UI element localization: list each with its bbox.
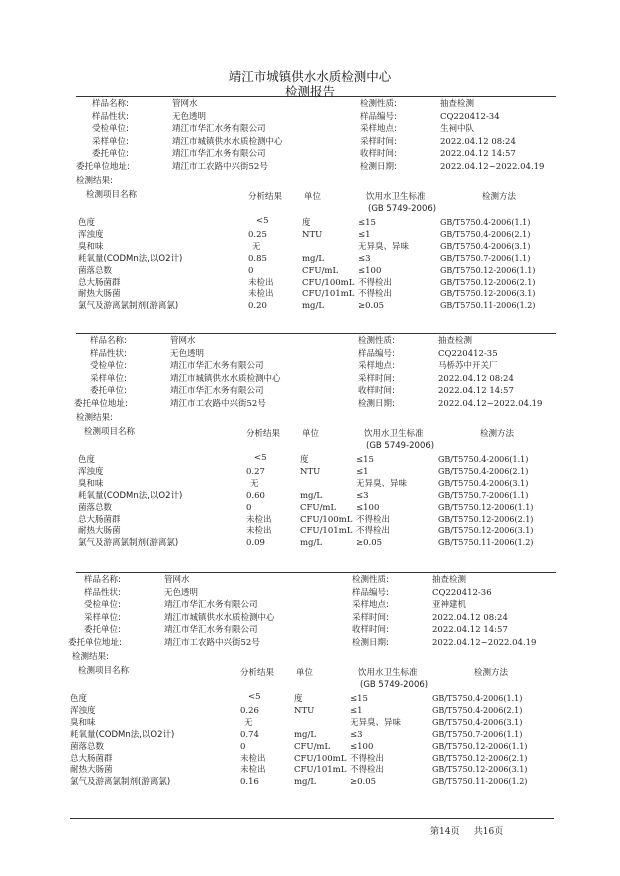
item-standard: ≤1 [358, 229, 371, 240]
label-client: 委托单位: [90, 386, 127, 397]
field-sample_name: 管网水 [172, 99, 198, 109]
item-result: 未检出 [240, 765, 266, 776]
page-number: 第14页 [430, 827, 460, 837]
item-standard: ≤3 [350, 729, 363, 740]
field-sample_name: 管网水 [164, 575, 190, 585]
item-method: GB/T5750.12-2006(1.1) [440, 265, 536, 275]
col-std: 饮用水卫生标准 [364, 429, 424, 439]
label-sampling_site: 采样地点: [358, 361, 395, 372]
item-result: 0.74 [240, 729, 259, 740]
item-method: GB/T5750.12-2006(3.1) [440, 289, 536, 299]
item-unit: mg/L [294, 729, 317, 740]
item-name: 菌落总数 [70, 741, 105, 752]
item-result: 0.25 [248, 229, 267, 240]
label-sample_name: 样品名称: [84, 575, 121, 585]
label-sample_no: 样品编号: [352, 587, 389, 598]
item-standard: 不得检出 [356, 526, 391, 537]
item-result: 未检出 [240, 753, 266, 764]
page-subtitle: 检测报告 [284, 84, 335, 99]
item-result: 0 [240, 741, 246, 752]
field-entrusted: 靖江市华汇水务有限公司 [170, 361, 264, 372]
col-unit: 单位 [304, 192, 322, 202]
item-standard: 不得检出 [358, 277, 393, 288]
label-test_prop: 检测性质: [352, 575, 389, 585]
item-method: GB/T5750.7-2006(1.1) [440, 253, 531, 263]
field-sampling_unit: 靖江市城镇供水水质检测中心 [170, 373, 281, 384]
item-unit: NTU [300, 466, 321, 477]
label-sample_prop: 样品性状: [90, 348, 127, 359]
item-name: 臭和味 [70, 717, 96, 728]
item-name: 耐热大肠菌 [78, 289, 121, 300]
field-sampling_time: 2022.04.12 08:24 [438, 373, 514, 384]
item-result: 未检出 [246, 514, 272, 525]
item-unit: mg/L [300, 538, 323, 549]
item-unit: mg/L [300, 490, 323, 501]
item-name: 浑浊度 [70, 705, 96, 716]
item-result: 无 [244, 717, 253, 728]
item-name: 菌落总数 [78, 265, 113, 276]
item-result: 0.26 [240, 705, 259, 716]
field-sample_name: 管网水 [170, 336, 196, 346]
label-client: 委托单位: [92, 149, 129, 160]
col-std: 饮用水卫生标准 [366, 192, 426, 202]
label-sampling_time: 采样时间: [360, 136, 397, 147]
field-test_date: 2022.04.12~2022.04.19 [440, 162, 545, 172]
item-unit: 度 [294, 694, 303, 704]
item-method: GB/T5750.4-2006(1.1) [440, 218, 531, 227]
col-unit: 单位 [296, 668, 314, 678]
page-total: 共16页 [473, 827, 504, 837]
item-name: 浑浊度 [78, 466, 104, 477]
col-method: 检测方法 [482, 192, 517, 202]
item-name: 总大肠菌群 [70, 753, 113, 764]
field-client_addr: 靖江市工农路中兴街52号 [164, 638, 260, 648]
item-result: <5 [248, 692, 261, 702]
label-test_date: 检测日期: [360, 162, 397, 172]
item-unit: NTU [302, 229, 323, 240]
item-name: 氯气及游离氯制剂(游离氯) [70, 777, 171, 788]
col-item: 检测项目名称 [86, 190, 138, 200]
item-result: 0 [248, 265, 254, 276]
item-name: 色度 [70, 694, 88, 704]
section-divider [76, 333, 556, 334]
col-item: 检测项目名称 [84, 427, 136, 437]
item-result: 0.16 [240, 777, 259, 788]
item-method: GB/T5750.4-2006(3.1) [432, 717, 523, 727]
item-result: 无 [250, 478, 259, 489]
label-sample_name: 样品名称: [92, 99, 129, 109]
item-unit: CFU/101mL [300, 526, 353, 537]
item-method: GB/T5750.4-2006(3.1) [438, 478, 529, 488]
field-client: 靖江市华汇水务有限公司 [170, 386, 264, 397]
item-name: 臭和味 [78, 478, 104, 489]
item-method: GB/T5750.12-2006(2.1) [440, 277, 536, 287]
item-name: 氯气及游离氯制剂(游离氯) [78, 538, 179, 549]
field-sampling_time: 2022.04.12 08:24 [440, 136, 516, 147]
col-method: 检测方法 [480, 429, 515, 439]
field-client: 靖江市华汇水务有限公司 [172, 149, 266, 160]
item-name: 耗氧量(CODMn法,以O2计) [78, 253, 183, 264]
label-sample_no: 样品编号: [360, 111, 397, 122]
item-name: 耐热大肠菌 [70, 765, 113, 776]
item-result: 0 [246, 502, 252, 513]
item-name: 耗氧量(CODMn法,以O2计) [78, 490, 183, 501]
field-receive_time: 2022.04.12 14:57 [438, 386, 514, 397]
item-name: 色度 [78, 455, 96, 465]
results-label: 检测结果: [76, 413, 113, 423]
item-method: GB/T5750.12-2006(1.1) [438, 502, 534, 512]
item-method: GB/T5750.11-2006(1.2) [432, 777, 528, 787]
item-unit: NTU [294, 705, 315, 716]
item-unit: CFU/100mL [300, 514, 353, 525]
field-sample_no: CQ220412-36 [432, 587, 492, 598]
item-method: GB/T5750.4-2006(2.1) [440, 229, 531, 239]
item-unit: CFU/101mL [294, 765, 347, 776]
item-method: GB/T5750.4-2006(1.1) [438, 455, 529, 464]
field-test_prop: 抽查检测 [432, 575, 467, 585]
item-result: 0.09 [246, 538, 265, 549]
label-entrusted: 受检单位: [92, 124, 129, 135]
col-std: 饮用水卫生标准 [358, 668, 418, 678]
field-client_addr: 靖江市工农路中兴街52号 [170, 399, 266, 409]
item-name: 氯气及游离氯制剂(游离氯) [78, 301, 179, 312]
item-name: 总大肠菌群 [78, 277, 121, 288]
label-sampling_unit: 采样单位: [90, 373, 127, 384]
label-client_addr: 委托单位地址: [74, 399, 128, 409]
field-test_prop: 抽查检测 [438, 336, 473, 346]
col-std2: (GB 5749-2006) [366, 441, 435, 451]
item-result: <5 [256, 216, 269, 226]
item-name: 菌落总数 [78, 502, 113, 513]
item-name: 浑浊度 [78, 229, 104, 240]
field-sampling_site: 生祠中队 [440, 124, 475, 135]
item-standard: 无异臭、异味 [350, 717, 402, 728]
item-result: 未检出 [248, 277, 274, 288]
item-result: 0.85 [248, 253, 267, 264]
col-result: 分析结果 [248, 192, 283, 202]
item-unit: 度 [300, 455, 309, 465]
item-standard: ≥0.05 [350, 777, 377, 788]
label-sampling_site: 采样地点: [352, 600, 389, 611]
label-test_date: 检测日期: [352, 638, 389, 648]
item-standard: ≤1 [356, 466, 369, 477]
item-method: GB/T5750.4-2006(2.1) [438, 466, 529, 476]
col-std2: (GB 5749-2006) [360, 680, 429, 690]
label-sampling_unit: 采样单位: [84, 612, 121, 623]
item-name: 耐热大肠菌 [78, 526, 121, 537]
bottom-divider [70, 818, 554, 819]
item-method: GB/T5750.4-2006(3.1) [440, 241, 531, 251]
item-standard: ≤15 [356, 455, 374, 465]
field-sampling_unit: 靖江市城镇供水水质检测中心 [172, 136, 283, 147]
item-standard: ≥0.05 [358, 301, 385, 312]
item-name: 耗氧量(CODMn法,以O2计) [70, 729, 175, 740]
field-sample_prop: 无色透明 [172, 111, 207, 122]
field-test_prop: 抽查检测 [440, 99, 475, 109]
item-method: GB/T5750.11-2006(1.2) [438, 538, 534, 548]
label-client_addr: 委托单位地址: [76, 162, 130, 172]
label-test_prop: 检测性质: [358, 336, 395, 346]
field-client: 靖江市华汇水务有限公司 [164, 625, 258, 636]
label-sampling_unit: 采样单位: [92, 136, 129, 147]
item-result: 未检出 [246, 526, 272, 537]
item-standard: ≤100 [356, 502, 380, 513]
item-unit: CFU/mL [302, 265, 339, 276]
label-entrusted: 受检单位: [84, 600, 121, 611]
item-unit: 度 [302, 218, 311, 228]
label-receive_time: 收样时间: [360, 149, 397, 160]
col-std2: (GB 5749-2006) [368, 204, 437, 214]
item-method: GB/T5750.12-2006(1.1) [432, 741, 528, 751]
col-unit: 单位 [302, 429, 320, 439]
item-standard: ≤3 [358, 253, 371, 264]
page-title: 靖江市城镇供水水质检测中心 [228, 69, 392, 84]
item-name: 色度 [78, 218, 96, 228]
label-entrusted: 受检单位: [90, 361, 127, 372]
field-receive_time: 2022.04.12 14:57 [440, 149, 516, 160]
label-client: 委托单位: [84, 625, 121, 636]
item-standard: ≤15 [358, 218, 376, 228]
item-standard: 不得检出 [350, 765, 385, 776]
label-test_date: 检测日期: [358, 399, 395, 409]
label-test_prop: 检测性质: [360, 99, 397, 109]
item-standard: 无异臭、异味 [356, 478, 408, 489]
field-receive_time: 2022.04.12 14:57 [432, 625, 508, 636]
item-standard: ≥0.05 [356, 538, 383, 549]
col-result: 分析结果 [240, 668, 275, 678]
field-test_date: 2022.04.12~2022.04.19 [438, 399, 543, 409]
results-label: 检测结果: [76, 176, 113, 186]
item-name: 臭和味 [78, 241, 104, 252]
item-method: GB/T5750.12-2006(3.1) [438, 526, 534, 536]
label-sample_prop: 样品性状: [84, 587, 121, 598]
label-sampling_time: 采样时间: [358, 373, 395, 384]
item-standard: ≤100 [350, 741, 374, 752]
page-footer [430, 824, 503, 837]
section-divider [76, 572, 556, 573]
field-entrusted: 靖江市华汇水务有限公司 [172, 124, 266, 135]
item-standard: 不得检出 [358, 289, 393, 300]
item-unit: CFU/100mL [294, 753, 347, 764]
field-sample_no: CQ220412-34 [440, 111, 500, 122]
item-result: 未检出 [248, 289, 274, 300]
field-entrusted: 靖江市华汇水务有限公司 [164, 600, 258, 611]
item-result: 0.20 [248, 301, 267, 312]
label-sample_name: 样品名称: [90, 336, 127, 346]
item-method: GB/T5750.12-2006(3.1) [432, 765, 528, 775]
col-method: 检测方法 [474, 668, 509, 678]
results-label: 检测结果: [72, 652, 109, 662]
item-unit: mg/L [294, 777, 317, 788]
item-unit: mg/L [302, 301, 325, 312]
item-result: <5 [254, 453, 267, 463]
item-result: 无 [252, 241, 261, 252]
field-sample_prop: 无色透明 [164, 587, 199, 598]
field-sample_prop: 无色透明 [170, 348, 205, 359]
label-sample_no: 样品编号: [358, 348, 395, 359]
item-method: GB/T5750.7-2006(1.1) [432, 729, 523, 739]
item-standard: 不得检出 [356, 514, 391, 525]
item-name: 总大肠菌群 [78, 514, 121, 525]
item-unit: mg/L [302, 253, 325, 264]
field-sampling_site: 亚神建机 [432, 600, 467, 611]
item-result: 0.60 [246, 490, 265, 501]
item-method: GB/T5750.12-2006(2.1) [432, 753, 528, 763]
field-sampling_unit: 靖江市城镇供水水质检测中心 [164, 612, 275, 623]
item-standard: ≤3 [356, 490, 369, 501]
field-client_addr: 靖江市工农路中兴街52号 [172, 162, 268, 172]
field-sample_no: CQ220412-35 [438, 348, 498, 359]
item-standard: ≤15 [350, 694, 368, 704]
col-result: 分析结果 [246, 429, 281, 439]
item-standard: ≤1 [350, 705, 363, 716]
item-result: 0.27 [246, 466, 265, 477]
item-standard: 不得检出 [350, 753, 385, 764]
label-receive_time: 收样时间: [352, 625, 389, 636]
item-method: GB/T5750.11-2006(1.2) [440, 301, 536, 311]
item-method: GB/T5750.7-2006(1.1) [438, 490, 529, 500]
col-item: 检测项目名称 [78, 666, 130, 676]
label-client_addr: 委托单位地址: [68, 638, 122, 648]
item-unit: CFU/mL [300, 502, 337, 513]
field-sampling_site: 马桥苏中开关厂 [438, 361, 498, 372]
item-unit: CFU/100mL [302, 277, 355, 288]
item-method: GB/T5750.4-2006(1.1) [432, 694, 523, 703]
item-method: GB/T5750.12-2006(2.1) [438, 514, 534, 524]
section-divider [76, 96, 556, 97]
label-receive_time: 收样时间: [358, 386, 395, 397]
item-standard: ≤100 [358, 265, 382, 276]
item-method: GB/T5750.4-2006(2.1) [432, 705, 523, 715]
item-unit: CFU/mL [294, 741, 331, 752]
field-test_date: 2022.04.12~2022.04.19 [432, 638, 537, 648]
label-sample_prop: 样品性状: [92, 111, 129, 122]
label-sampling_site: 采样地点: [360, 124, 397, 135]
label-sampling_time: 采样时间: [352, 612, 389, 623]
item-standard: 无异臭、异味 [358, 241, 410, 252]
field-sampling_time: 2022.04.12 08:24 [432, 612, 508, 623]
item-unit: CFU/101mL [302, 289, 355, 300]
